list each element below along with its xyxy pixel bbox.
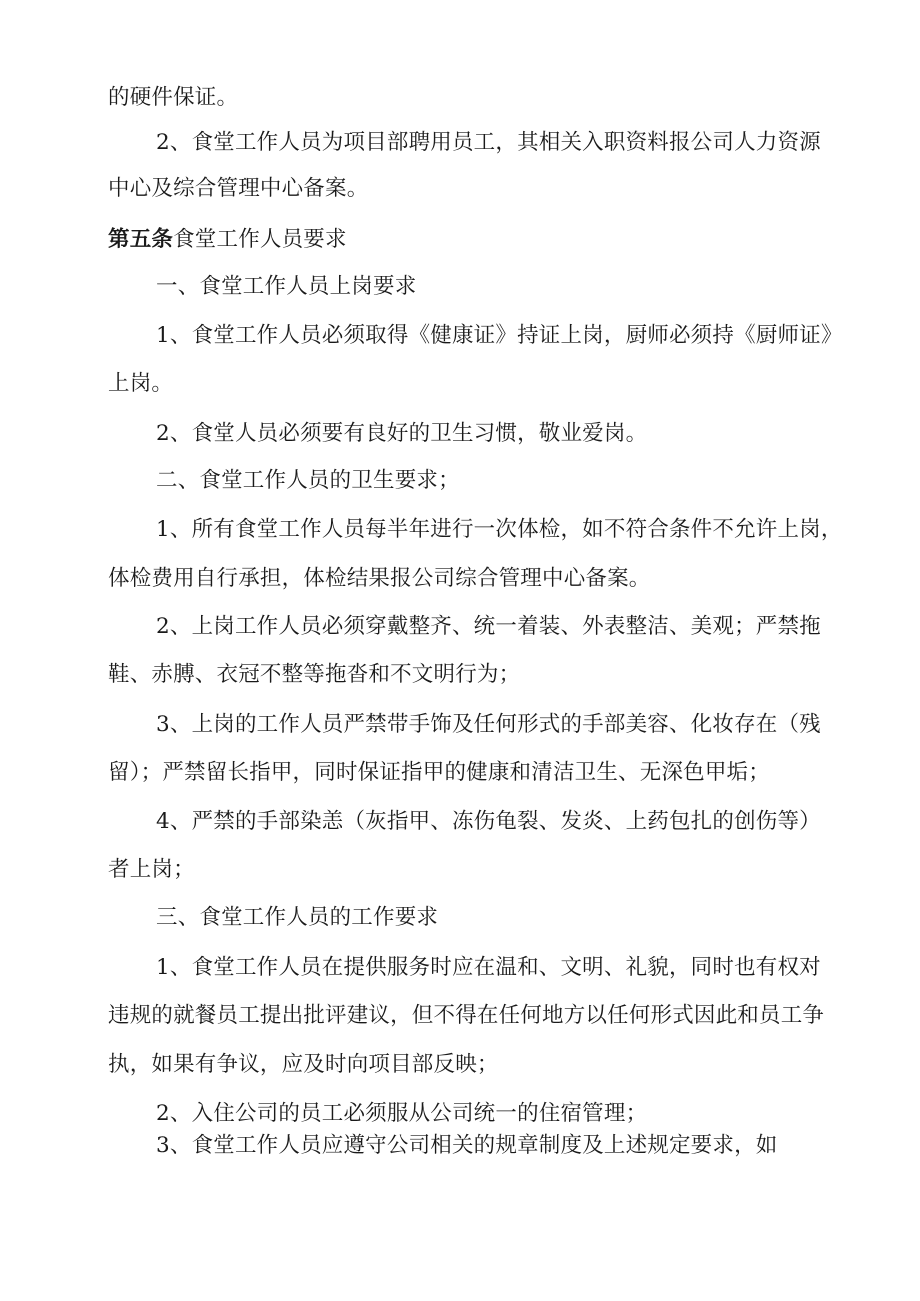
paragraph-line: 2、上岗工作人员必须穿戴整齐、统一着装、外表整洁、美观；严禁拖 <box>156 614 821 639</box>
paragraph-line: 留）；严禁留长指甲，同时保证指甲的健康和清洁卫生、无深色甲垢； <box>108 760 770 785</box>
paragraph-line: 3、食堂工作人员应遵守公司相关的规章制度及上述规定要求，如 <box>156 1133 778 1158</box>
article-title: 食堂工作人员要求 <box>173 227 347 252</box>
paragraph-line: 1、食堂工作人员必须取得《健康证》持证上岗，厨师必须持《厨师证》 <box>156 323 843 348</box>
paragraph-line: 2、食堂工作人员为项目部聘用员工，其相关入职资料报公司人力资源 <box>156 130 821 155</box>
paragraph-line: 中心及综合管理中心备案。 <box>108 176 369 201</box>
article-heading <box>108 226 347 254</box>
paragraph-line: 3、上岗的工作人员严禁带手饰及任何形式的手部美容、化妆存在（残 <box>156 712 821 737</box>
paragraph-line: 的硬件保证。 <box>108 85 239 110</box>
paragraph-line: 1、食堂工作人员在提供服务时应在温和、文明、礼貌，同时也有权对 <box>156 955 821 980</box>
article-number: 第五条 <box>108 227 174 252</box>
section-heading: 一、食堂工作人员上岗要求 <box>156 274 417 299</box>
paragraph-line: 上岗。 <box>108 371 174 396</box>
paragraph-line: 1、所有食堂工作人员每半年进行一次体检，如不符合条件不允许上岗， <box>156 517 843 542</box>
paragraph-line: 执，如果有争议，应及时向项目部反映； <box>108 1052 499 1077</box>
section-heading: 二、食堂工作人员的卫生要求； <box>156 468 460 493</box>
paragraph-line: 4、严禁的手部染恙（灰指甲、冻伤龟裂、发炎、上药包扎的创伤等） <box>156 809 821 834</box>
paragraph-line: 2、入住公司的员工必须服从公司统一的住宿管理； <box>156 1101 648 1126</box>
paragraph-line: 体检费用自行承担，体检结果报公司综合管理中心备案。 <box>108 566 651 591</box>
paragraph-line: 违规的就餐员工提出批评建议，但不得在任何地方以任何形式因此和员工争 <box>108 1003 825 1028</box>
paragraph-line: 者上岗； <box>108 857 195 882</box>
paragraph-line: 鞋、赤膊、衣冠不整等拖沓和不文明行为； <box>108 662 521 687</box>
section-heading: 三、食堂工作人员的工作要求 <box>156 905 439 930</box>
paragraph-line: 2、食堂人员必须要有良好的卫生习惯，敬业爱岗。 <box>156 421 648 446</box>
